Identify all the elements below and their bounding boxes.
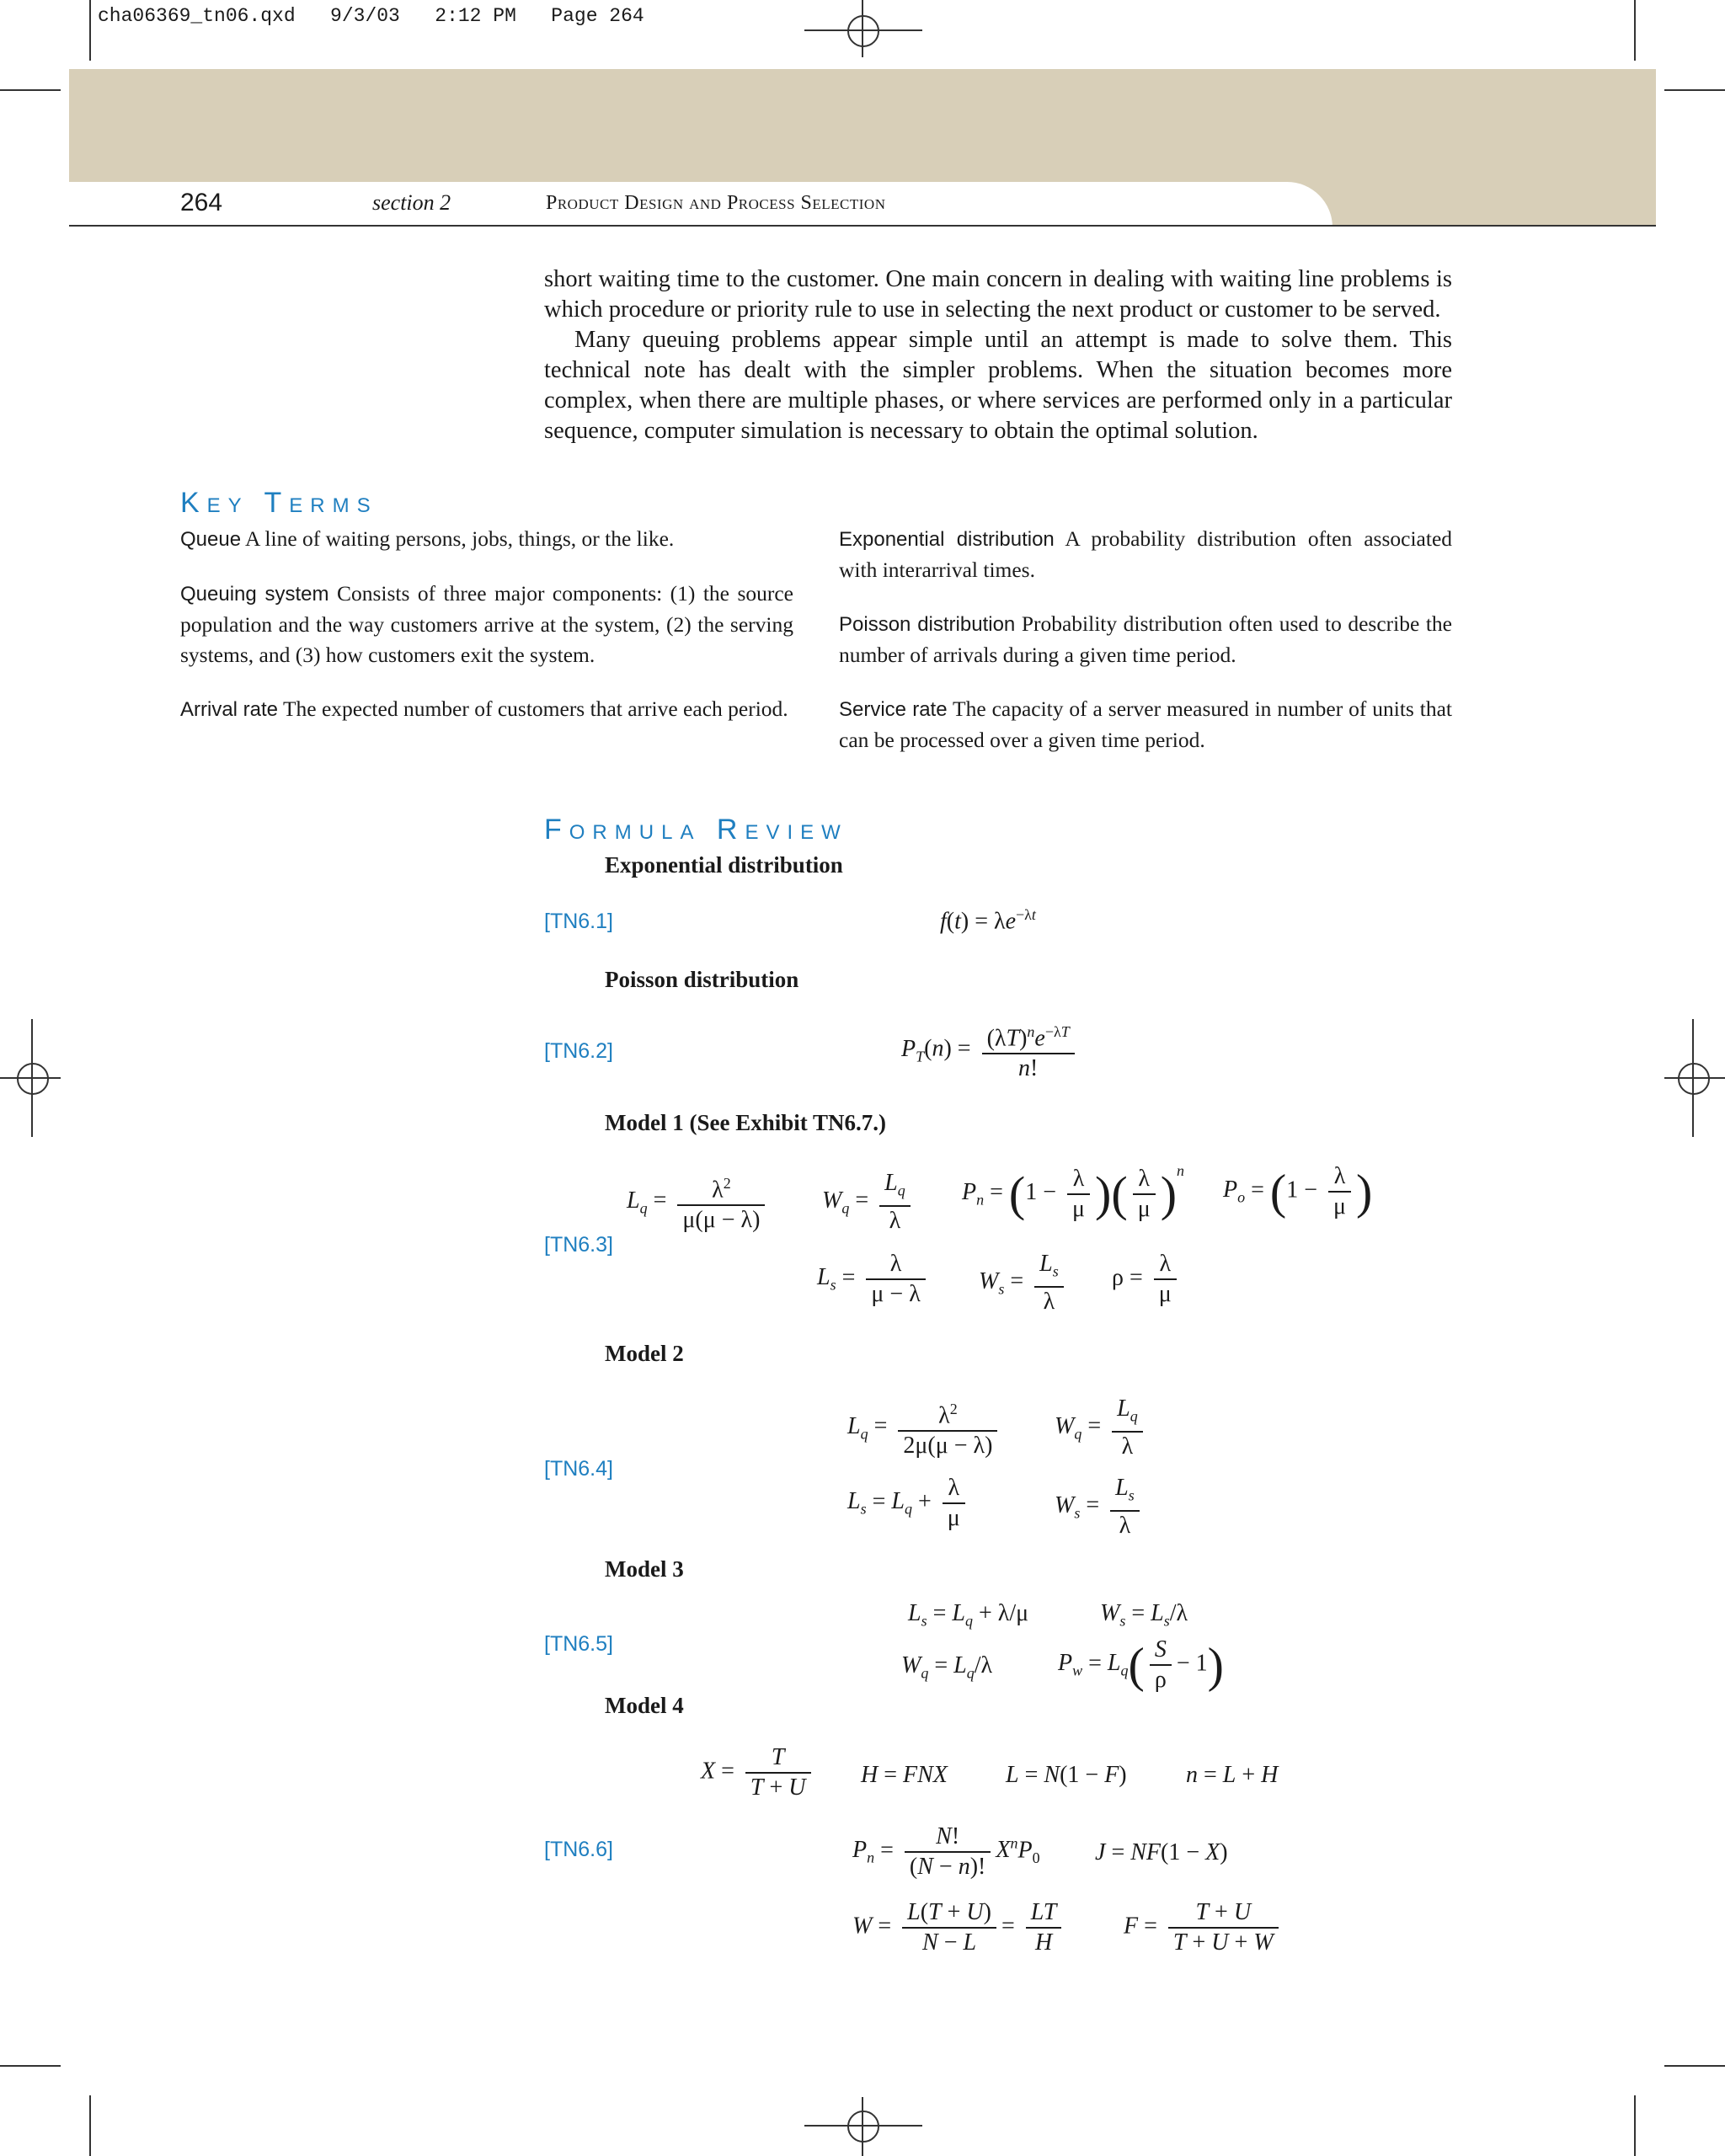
key-term-definition: The expected number of customers that arrive each period. [282, 696, 788, 721]
equation-model4-l: L = N(1 − F) [1006, 1762, 1127, 1788]
intro-text [544, 264, 1452, 446]
key-term: Service rate [839, 698, 948, 721]
crop-mark [89, 0, 91, 61]
equation-model1-ws: $W_s$ = $\frac{L_s}{\lambda}$ [979, 1250, 1069, 1316]
slug-line: cha06369_tn06.qxd 9/3/03 2:12 PM Page 264 [98, 5, 644, 27]
key-term: Queue [180, 528, 242, 551]
equation-model2-wq: $W_q$ = $\frac{L_q}{\lambda}$ [1055, 1395, 1148, 1461]
crop-mark [1664, 2065, 1725, 2067]
key-term: Poisson distribution [839, 613, 1016, 636]
registration-line [1664, 1077, 1725, 1079]
registration-line [804, 29, 922, 31]
header-rule [69, 225, 1656, 227]
subheading-model-2: Model 2 [605, 1341, 684, 1366]
key-term-entry [839, 524, 1452, 585]
equation-tag: [TN6.5] [544, 1632, 613, 1656]
key-terms-heading: Key Terms [180, 487, 378, 519]
equation-model4-pn: $P_n$ = $\frac{N!}{(N - n)!}$ $X^nP_0$ [852, 1823, 1040, 1880]
subheading-model-4: Model 4 [605, 1693, 684, 1718]
crop-mark [89, 2095, 91, 2156]
key-term: Exponential distribution [839, 528, 1055, 551]
registration-line [862, 0, 863, 57]
equation-model1-rho: ρ = $\frac{\lambda}{\mu}$ [1112, 1250, 1182, 1309]
registration-line [804, 2125, 922, 2127]
key-terms-left-column [180, 524, 793, 725]
registration-mark-icon [17, 1063, 49, 1095]
registration-line [0, 1077, 61, 1079]
key-terms-right-column [839, 524, 1452, 755]
equation-tag: [TN6.6] [544, 1838, 613, 1861]
equation-tn6-2: $P_T(n)$ = $\frac{(\lambda T)^ne^{-\lambda T}}{n!}$ [901, 1017, 1080, 1083]
registration-mark-icon [847, 2111, 879, 2143]
registration-mark-icon [847, 15, 879, 47]
crop-mark [1634, 2095, 1636, 2156]
intro-paragraph: Many queuing problems appear simple until an attempt is made to solve them. This technical note has dealt with the simpler problems. When the situation becomes more complex, when there are multiple phases, or where services are performed only in a particular sequence, computer simulation is necessary to obtain the optimal solution. [544, 327, 1452, 444]
formula-review-heading: Formula Review [544, 814, 848, 846]
equation-model3-ls: $L_s = L_q + \lambda/\mu$ [908, 1600, 1029, 1630]
equation-tn6-1: $f(t) = \lambda e^{-\lambda t}$ [940, 906, 1036, 935]
equation-model3-pw: $P_w = L_q$( $\frac{S}{\rho}$ − 1) [1058, 1636, 1224, 1693]
running-title: Product Design and Process Selection [546, 192, 886, 214]
key-term: Queuing system [180, 583, 329, 606]
crop-mark [0, 89, 61, 91]
key-term-definition: Consists of three major components: (1) the source population and the way customers arrive at the system, (2) the serving systems, and (3) how customers exit the system. [180, 581, 793, 667]
equation-model2-lq: $L_q$ = $\frac{\lambda^2}{2\mu(\mu - \lambda)}$ [847, 1395, 1002, 1460]
key-term-definition: A line of waiting persons, jobs, things, or the like. [245, 526, 675, 551]
registration-mark-icon [1678, 1063, 1710, 1095]
key-term-entry [839, 609, 1452, 670]
equation-model1-wq: $W_q$ = $\frac{L_q}{\lambda}$ [822, 1169, 916, 1235]
page-number: 264 [180, 189, 223, 216]
subheading-model-1: Model 1 (See Exhibit TN6.7.) [605, 1110, 887, 1135]
key-term-entry [180, 694, 793, 725]
section-label: section 2 [372, 190, 451, 215]
equation-model3-wq: $W_q = L_q/\lambda$ [901, 1652, 993, 1682]
crop-mark [1664, 89, 1725, 91]
equation-model4-w: W = $\frac{L(T + U)}{N - L}$ = $\frac{LT}{H}$ [852, 1898, 1066, 1957]
key-term-entry [180, 524, 793, 555]
equation-model1-ls: $L_s$ = $\frac{\lambda}{\mu - \lambda}$ [817, 1250, 931, 1309]
equation-model3-ws: $W_s = L_s/\lambda$ [1100, 1600, 1188, 1630]
equation-model1-lq: $L_q$ = $\frac{\lambda^2}{\mu(\mu - \lambda)}$ [627, 1169, 770, 1235]
equation-model4-f: F = $\frac{T + U}{T + U + W}$ [1124, 1898, 1284, 1957]
key-term-definition: Probability distribution often used to describe the number of arrivals during a given time period. [839, 611, 1452, 667]
equation-tag: [TN6.2] [544, 1039, 613, 1063]
subheading-model-3: Model 3 [605, 1556, 684, 1582]
equation-tag: [TN6.4] [544, 1457, 613, 1481]
equation-model1-po: $P_o = (1$ − $\frac{\lambda}{\mu}$ ) [1223, 1163, 1373, 1219]
key-term-definition: The capacity of a server measured in number of units that can be processed over a given time period. [839, 696, 1452, 752]
equation-tag: [TN6.1] [544, 910, 613, 933]
subheading-exponential: Exponential distribution [605, 852, 843, 878]
intro-paragraph: short waiting time to the customer. One main concern in dealing with waiting line problems is which procedure or priority rule to use in selecting the next product or customer to be served. [544, 266, 1452, 323]
registration-line [1692, 1019, 1694, 1137]
subheading-poisson: Poisson distribution [605, 967, 799, 992]
equation-model4-j: J = NF(1 − X) [1095, 1839, 1228, 1865]
equation-model4-n: n = L + H [1186, 1762, 1279, 1788]
equation-model4-h: H = FNX [861, 1762, 948, 1788]
key-term: Arrival rate [180, 698, 279, 721]
crop-mark [0, 2065, 61, 2067]
registration-line [31, 1019, 33, 1137]
crop-mark [1634, 0, 1636, 61]
equation-model2-ws: $W_s$ = $\frac{L_s}{\lambda}$ [1055, 1474, 1145, 1540]
equation-model4-x: X = $\frac{T}{T + U}$ [701, 1743, 816, 1802]
registration-line [862, 2097, 863, 2156]
key-term-definition: A probability distribution often associated with interarrival times. [839, 526, 1453, 582]
equation-tag: [TN6.3] [544, 1233, 613, 1257]
equation-model1-pn: $P_n = (1$ − $\frac{\lambda}{\mu}$ )( $\frac{\lambda}{\mu}$ )$^n$ [962, 1162, 1185, 1222]
equation-model2-ls: $L_s = L_q$ + $\frac{\lambda}{\mu}$ [847, 1474, 970, 1533]
key-term-entry [180, 579, 793, 670]
key-term-entry [839, 694, 1452, 755]
